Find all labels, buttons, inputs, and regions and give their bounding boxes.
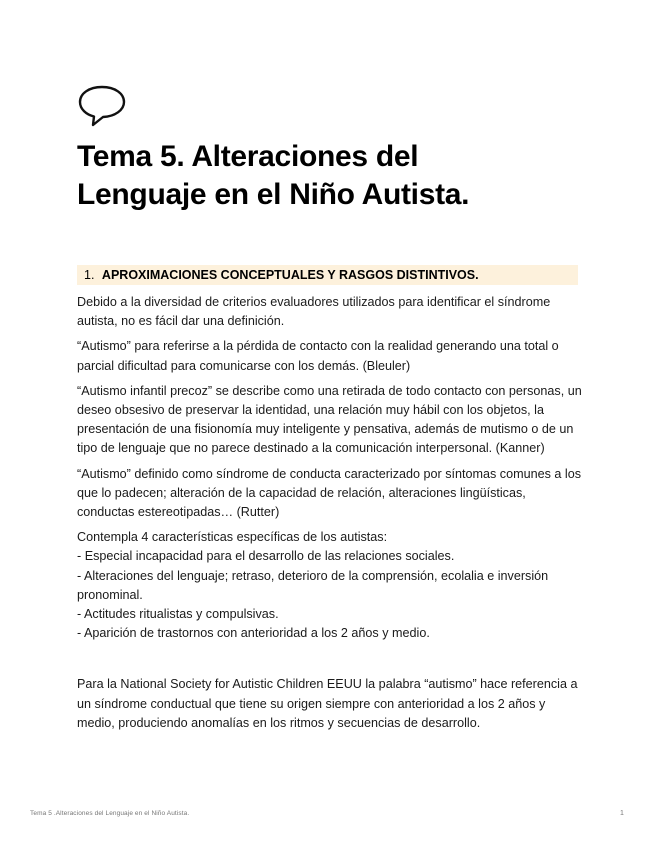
- footer-page-number: 1: [620, 810, 624, 817]
- characteristic-item: - Especial incapacidad para el desarrollo de las relaciones sociales.: [77, 549, 455, 564]
- characteristics-intro: Contempla 4 características específicas de los autistas:: [77, 530, 388, 545]
- paragraph-rutter: “Autismo” definido como síndrome de conducta caracterizado por síntomas comunes a los que lo padecen; alteración de la capacidad de relación, alteraciones lingüísticas, conductas estereotipadas… (Rutter): [77, 466, 581, 520]
- document-body: [77, 293, 582, 739]
- speech-bubble-icon: [77, 84, 127, 128]
- paragraph-definition-difficulty: Debido a la diversidad de criterios evaluadores utilizados para identificar el síndrome autista, no es fácil dar una definición.: [77, 295, 551, 329]
- section-heading: [77, 265, 578, 285]
- section-number: 1.: [84, 268, 95, 282]
- characteristic-item: - Alteraciones del lenguaje; retraso, deterioro de la comprensión, ecolalia e inversión pronominal.: [77, 568, 549, 602]
- title-line-2: Lenguaje en el Niño Autista.: [77, 178, 470, 211]
- characteristics-block: [77, 528, 582, 643]
- title-line-1: Tema 5. Alteraciones del: [77, 140, 419, 173]
- paragraph-nsac: Para la National Society for Autistic Children EEUU la palabra “autismo” hace referencia a un síndrome conductual que tiene su origen siempre con anterioridad a los 2 años y medio, produciendo anomalías en los ritmos y secuencias de desarrollo.: [77, 677, 578, 730]
- footer-running-title: Tema 5 .Alteraciones del Lenguaje en el Niño Autista.: [30, 810, 190, 817]
- paragraph-bleuler: “Autismo” para referirse a la pérdida de contacto con la realidad generando una total o parcial dificultad para comunicarse con los demás. (Bleuler): [77, 339, 559, 373]
- section-heading-text: APROXIMACIONES CONCEPTUALES Y RASGOS DISTINTIVOS.: [101, 268, 479, 282]
- characteristic-item: - Actitudes ritualistas y compulsivas.: [77, 607, 279, 622]
- characteristic-item: - Aparición de trastornos con anterioridad a los 2 años y medio.: [77, 626, 430, 641]
- document-title: [77, 138, 597, 214]
- paragraph-kanner: “Autismo infantil precoz” se describe como una retirada de todo contacto con personas, un deseo obsesivo de preservar la identidad, una relación muy hábil con los objetos, la presentación de una fisionomía muy inteligente y pensativa, además de mutismo o de un tipo de lenguaje que no parece destinado a la comunicación interpersonal. (Kanner): [77, 383, 582, 456]
